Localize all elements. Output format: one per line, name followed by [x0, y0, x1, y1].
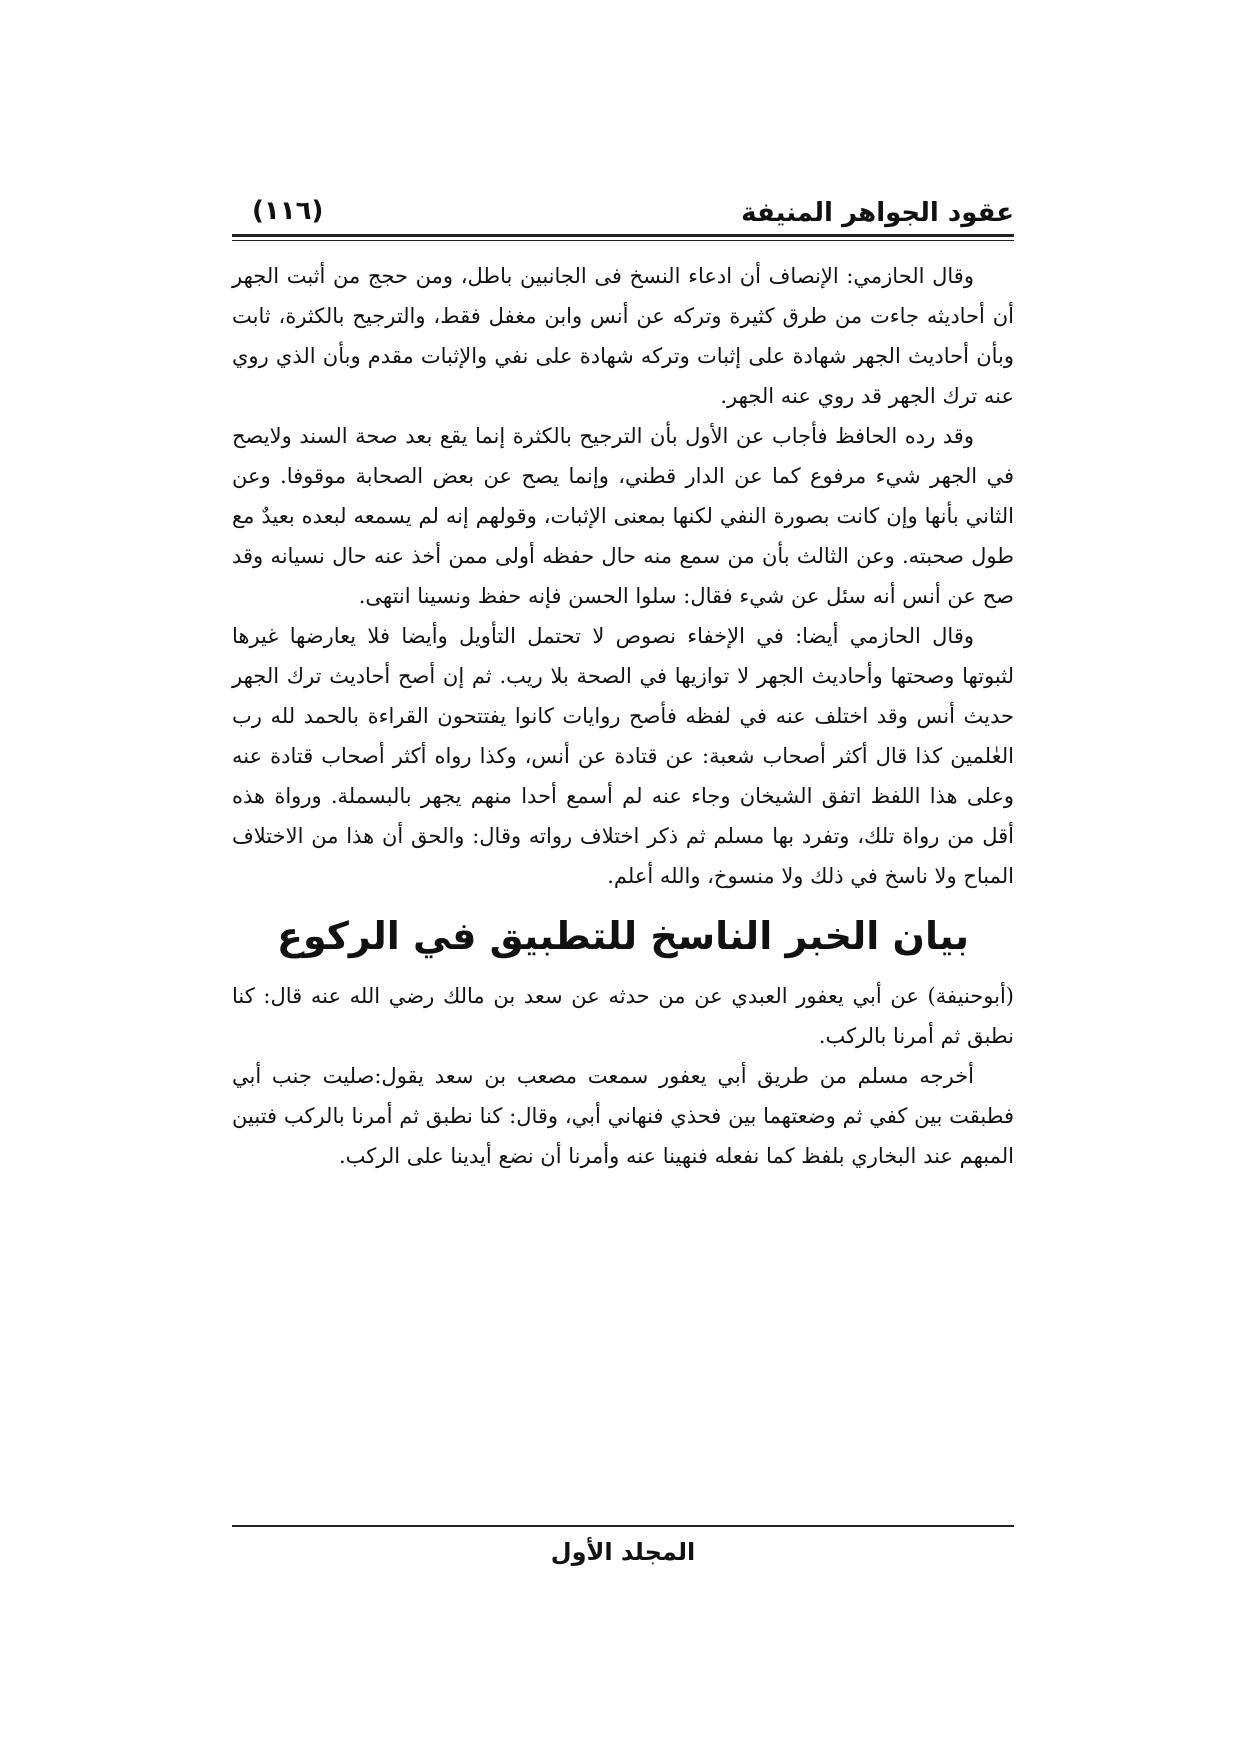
header-rule-thick [232, 234, 1014, 237]
volume-label: المجلد الأول [550, 1538, 696, 1566]
section-paragraph: (أبوحنيفة) عن أبي يعفور العبدي عن من حدثه عن سعد بن مالك رضي الله عنه قال: كنا نطبق ثم أمرنا بالركب. [232, 984, 1014, 1048]
page-number: (١١٦) [252, 196, 324, 226]
body-paragraph: وقد رده الحافظ فأجاب عن الأول بأن الترجيح بالكثرة إنما يقع بعد صحة السند ولايصح في الجهر شيء مرفوع كما عن الدار قطني، وإنما يصح عن بعض الصحابة موقوفا. وعن الثاني بأنها وإن كانت بصورة النفي لكنها بمعنى الإثبات، وقولهم إنه لم يسمعه لبعده بعيدٌ مع طول صحبته. وعن الثالث بأن من سمع منه حال حفظه أولى ممن أخذ عنه حال نسيانه وقد صح عن أنس أنه سئل عن شيء فقال: سلوا الحسن فإنه حفظ ونسينا انتهى. [232, 424, 1014, 608]
book-page [232, 180, 1014, 1580]
section-paragraph: أخرجه مسلم من طريق أبي يعفور سمعت مصعب بن سعد يقول:صليت جنب أبي فطبقت بين كفي ثم وضعتهما بين فحذي فنهاني أبي، وقال: كنا نطبق ثم أمرنا بالركب فتبين المبهم عند البخاري بلفظ كما نفعله فنهينا عنه وأمرنا أن نضع أيدينا على الركب. [232, 1064, 1014, 1168]
header-rule-thin [232, 240, 1014, 241]
page-body [232, 256, 1014, 1176]
body-paragraph: وقال الحازمي أيضا: في الإخفاء نصوص لا تحتمل التأويل وأيضا فلا يعارضها غيرها لثبوتها وصحتها وأحاديث الجهر لا توازيها في الصحة بلا ريب. ثم إن أصح أحاديث ترك الجهر حديث أنس وقد اختلف عنه في لفظه فأصح روايات كانوا يفتتحون القراءة بالحمد لله رب العٰلمين كذا قال أكثر أصحاب شعبة: عن قتادة عن أنس، وكذا رواه أكثر أصحاب قتادة عنه وعلى هذا اللفظ اتفق الشيخان وجاء عنه لم أسمع أحدا منهم يجهر بالبسملة. ورواة هذه أقل من رواة تلك، وتفرد بها مسلم ثم ذكر اختلاف رواته وقال: والحق أن هذا من الاختلاف المباح ولا ناسخ في ذلك ولا منسوخ، والله أعلم. [232, 624, 1015, 888]
footer-rule [232, 1525, 1014, 1527]
book-title: عقود الجواهر المنيفة [741, 198, 1014, 228]
body-paragraph: وقال الحازمي: الإنصاف أن ادعاء النسخ فى الجانبين باطل، ومن حجج من أثبت الجهر أن أحاديثه جاءت من طرق كثيرة وتركه عن أنس وابن مغفل فقط، والترجيح بالكثرة، ثابت وبأن أحاديث الجهر شهادة على إثبات وتركه شهادة على نفي والإثبات مقدم وبأن الذي روي عنه ترك الجهر قد روي عنه الجهر. [232, 264, 1014, 408]
section-heading: بيان الخبر الناسخ للتطبيق في الركوع [276, 914, 969, 958]
